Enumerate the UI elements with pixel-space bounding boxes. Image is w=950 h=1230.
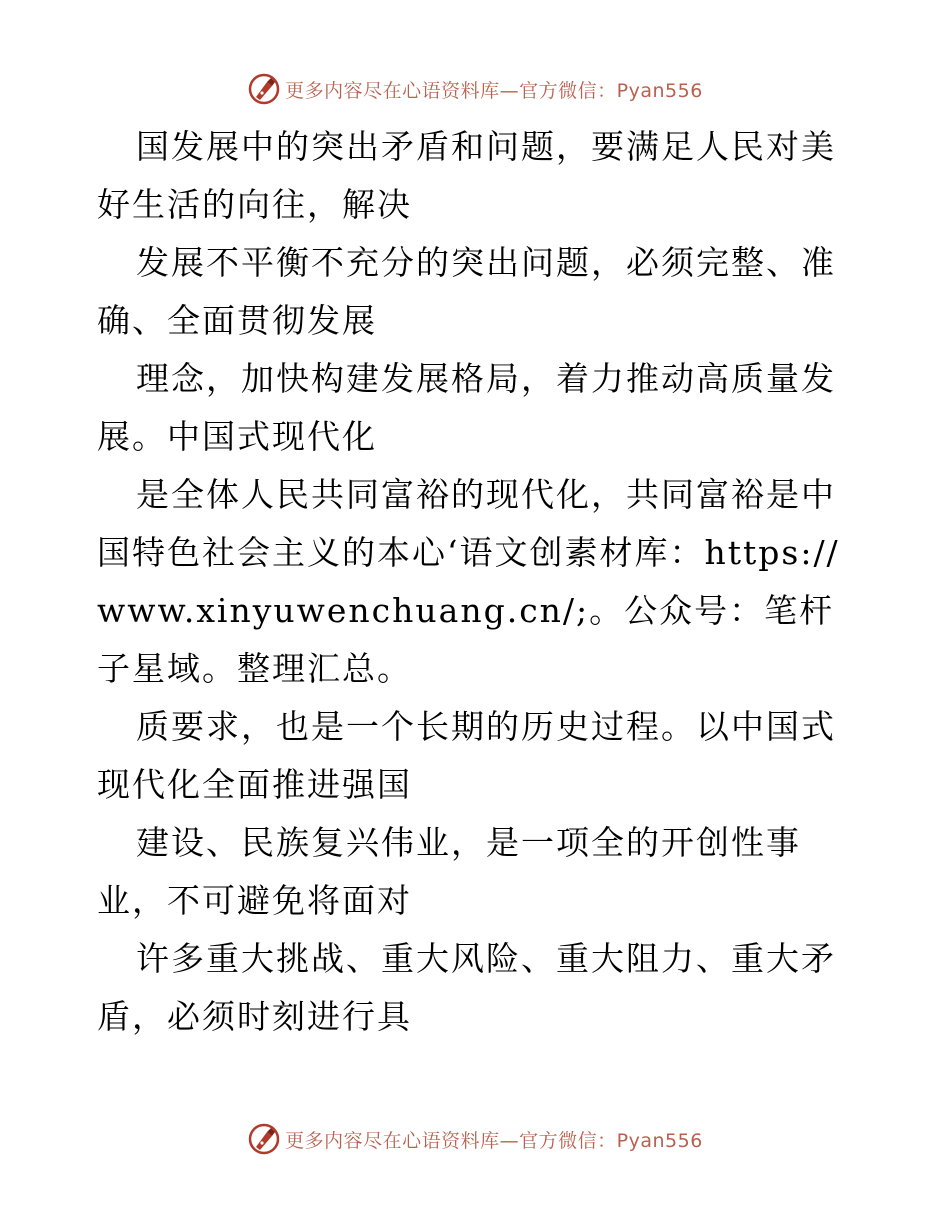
paragraph: 建设、民族复兴伟业，是一项全的开创性事业，不可避免将面对	[97, 823, 801, 920]
paragraph: 是全体人民共同富裕的现代化，共同富裕是中国特色社会主义的本心‘语文创素材库：https://www.xinyuwenchuang.cn/;。公众号：笔杆子星域。整理汇总。	[97, 475, 840, 688]
paragraph: 理念，加快构建发展格局，着力推动高质量发展。中国式现代化	[97, 359, 836, 456]
paragraph: 质要求，也是一个长期的历史过程。以中国式现代化全面推进强国	[97, 707, 836, 804]
paragraph: 国发展中的突出矛盾和问题，要满足人民对美好生活的向往，解决	[97, 127, 836, 224]
pen-nib-logo-icon	[247, 72, 281, 106]
paragraph: 许多重大挑战、重大风险、重大阻力、重大矛盾，必须时刻进行具	[97, 939, 836, 1036]
pen-nib-logo-icon	[247, 1122, 281, 1156]
footer-banner	[0, 1122, 950, 1156]
banner-text: 更多内容尽在心语资料库—官方微信：Pyan556	[285, 1129, 703, 1152]
header-banner	[0, 72, 950, 106]
banner-text: 更多内容尽在心语资料库—官方微信：Pyan556	[285, 79, 703, 102]
paragraph: 发展不平衡不充分的突出问题，必须完整、准确、全面贯彻发展	[97, 243, 836, 340]
document-body	[97, 118, 857, 1046]
